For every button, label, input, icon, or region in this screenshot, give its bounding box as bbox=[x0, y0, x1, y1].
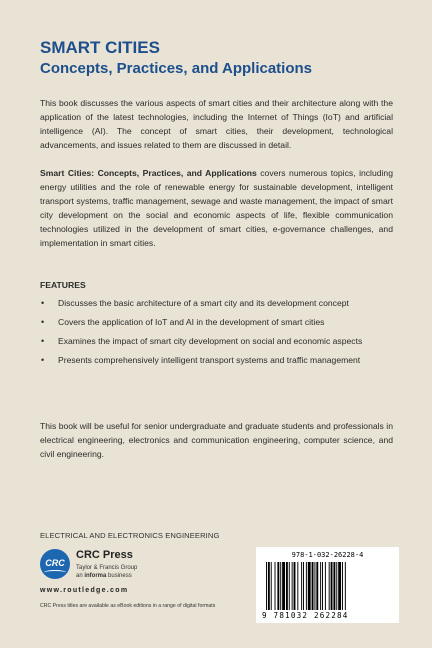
isbn-barcode bbox=[256, 547, 399, 623]
bullet-icon: • bbox=[41, 298, 45, 308]
barcode-bar bbox=[345, 562, 346, 610]
feature-item: • Presents comprehensively intelligent transport systems and traffic management bbox=[40, 353, 393, 367]
barcode-bar bbox=[282, 562, 285, 610]
barcode-bar bbox=[294, 562, 296, 610]
barcode-bar bbox=[342, 562, 343, 610]
barcode-bar bbox=[286, 562, 288, 610]
barcode-bar bbox=[275, 562, 276, 610]
barcode-bar bbox=[308, 562, 311, 610]
book-subtitle: Concepts, Practices, and Applications bbox=[40, 60, 313, 77]
features-heading: FEATURES bbox=[40, 280, 86, 290]
barcode-bar bbox=[266, 562, 267, 610]
publisher-url[interactable]: www.routledge.com bbox=[40, 587, 129, 594]
crc-logo-icon bbox=[40, 549, 70, 579]
paragraph-2-text: covers numerous topics, including energy utilities and the role of renewable energy for sustainable development, intelligent transport systems, traffic management, sewage and waste management, the impact of smart city development on the social and economic aspects of life, flexible communication technologies utilized in the development of smart cities, e-governance challenges, and implementation in smart cities. bbox=[40, 168, 393, 249]
paragraph-2-bold-title: Smart Cities: Concepts, Practices, and Applications bbox=[40, 168, 257, 178]
bullet-icon: • bbox=[41, 317, 45, 328]
barcode-bar bbox=[331, 562, 333, 610]
description-paragraph-2 bbox=[40, 166, 393, 251]
bullet-icon: • bbox=[41, 355, 45, 366]
barcode-bar bbox=[316, 562, 318, 610]
barcode-bar bbox=[277, 562, 279, 610]
ean-number: 9 781032 262284 bbox=[262, 611, 349, 620]
publisher-business: an informa business bbox=[76, 573, 132, 579]
barcode-bar bbox=[292, 562, 293, 610]
barcode-bar bbox=[297, 562, 298, 610]
logo-text: CRC bbox=[45, 558, 65, 568]
publisher-name: CRC Press bbox=[76, 549, 133, 561]
barcode-bar bbox=[289, 562, 290, 610]
barcode-bar bbox=[333, 562, 335, 610]
bullet-icon: • bbox=[41, 336, 45, 347]
book-title: SMART CITIES bbox=[40, 38, 160, 57]
barcode-bar bbox=[320, 562, 321, 610]
features-list bbox=[40, 296, 393, 372]
publisher-group: Taylor & Francis Group bbox=[76, 565, 138, 571]
barcode-bar bbox=[336, 562, 337, 610]
barcode-bar bbox=[338, 562, 341, 610]
barcode-bar bbox=[329, 562, 330, 610]
feature-item: • Covers the application of IoT and AI in the development of smart cities bbox=[40, 315, 393, 329]
barcode-bar bbox=[306, 562, 307, 610]
barcode-bars bbox=[266, 562, 389, 610]
description-paragraph-1: This book discusses the various aspects of smart cities and their architecture along with the application of the latest technologies, including the Internet of Things (IoT) and artificial intelligence (AI). The concept of smart cities, their development, technological advancements, and issues related to them are discussed in detail. bbox=[40, 98, 393, 151]
logo-swoosh bbox=[44, 570, 66, 575]
barcode-bar bbox=[301, 562, 302, 610]
barcode-bar bbox=[325, 562, 326, 610]
feature-item: • Examines the impact of smart city development on social and economic aspects bbox=[40, 334, 393, 348]
isbn-number: 978-1-032-26228-4 bbox=[291, 551, 364, 559]
feature-item: • Discusses the basic architecture of a smart city and its development concept bbox=[40, 296, 393, 310]
barcode-bar bbox=[268, 562, 270, 610]
barcode-bar bbox=[312, 562, 314, 610]
barcode-bar bbox=[280, 562, 281, 610]
ebook-note: CRC Press titles are available as eBook editions in a range of digital formats bbox=[40, 603, 216, 609]
subject-category: ELECTRICAL AND ELECTRONICS ENGINEERING bbox=[40, 531, 220, 540]
barcode-bar bbox=[303, 562, 304, 610]
audience-paragraph: This book will be useful for senior undergraduate and graduate students and professionals in electrical engineering, electronics and communication engineering, computer science, and civil engineering. bbox=[40, 421, 393, 460]
barcode-bar bbox=[322, 562, 323, 610]
barcode-bar bbox=[314, 562, 315, 610]
barcode-bar bbox=[271, 562, 272, 610]
